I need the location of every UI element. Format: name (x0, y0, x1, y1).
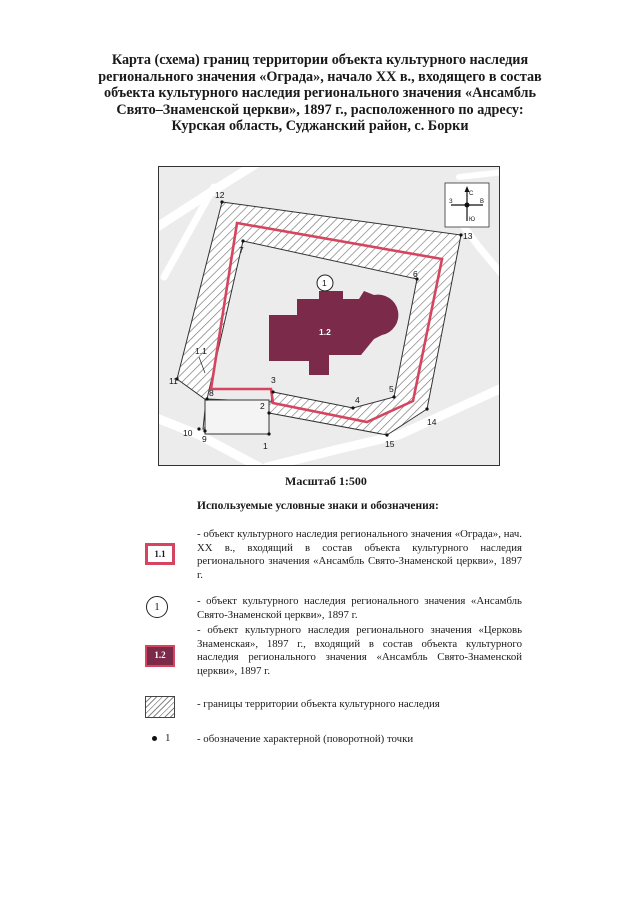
map-title (70, 52, 570, 135)
point-dot (241, 239, 244, 242)
point-label: 7 (239, 245, 244, 255)
map-scale: Масштаб 1:500 (285, 474, 367, 488)
compass-east: В (480, 199, 485, 205)
map-scheme (158, 166, 500, 466)
fence-label: 1.1 (195, 346, 207, 356)
legend-title: Используемые условные знаки и обозначения: (197, 500, 439, 512)
point-label: 4 (355, 395, 360, 405)
map-svg (159, 167, 500, 466)
point-dot (203, 429, 206, 432)
point-label: 10 (183, 428, 193, 438)
legend-symbol-boundary (145, 696, 175, 718)
point-dot (220, 200, 223, 203)
point-label: 6 (413, 269, 418, 279)
title-line: Карта (схема) границ территории объекта культурного наследия (111, 52, 529, 68)
legend-symbol-ensemble: 1 (146, 596, 168, 618)
point-label: 8 (209, 388, 214, 398)
compass-north: С (469, 191, 474, 197)
title-line: регионального значения «Ограда», начало XX в., входящего в состав (98, 68, 542, 85)
point-label: 11 (169, 376, 178, 386)
point-label: 2 (260, 401, 265, 411)
point-label: 1 (263, 441, 268, 451)
point-dot (267, 432, 270, 435)
point-dot (392, 395, 395, 398)
legend-text-fence: - объект культурного наследия регионального значения «Ограда», нач. XX в., входящий в состав объекта культурного наследия регионального значения «Ансамбль Свято-Знаменской церкви», 1897 г. (197, 528, 522, 581)
compass-west: З (449, 199, 453, 205)
title-line: Курская область, Суджанский район, с. Борки (171, 118, 469, 134)
compass-icon (445, 183, 489, 227)
legend-text-ensemble: - объект культурного наследия регионального значения «Ансамбль Свято-Знаменской церкви», 1897 г. (197, 595, 522, 621)
point-label: 3 (271, 375, 276, 385)
point-label: 5 (389, 384, 394, 394)
point-dot (425, 407, 428, 410)
title-line: объекта культурного наследия регионального значения «Ансамбль (104, 85, 536, 101)
legend-text-point: - обозначение характерной (поворотной) точки (197, 733, 414, 745)
point-dot (267, 411, 270, 414)
legend-symbol-point (152, 732, 171, 744)
title-line: Свято–Знаменской церкви», 1897 г., расположенного по адресу: (116, 101, 524, 118)
church-building (269, 291, 398, 375)
point-label: 12 (215, 190, 225, 200)
ensemble-label: 1 (322, 278, 327, 288)
legend-text-boundary: - границы территории объекта культурного наследия (197, 698, 440, 710)
point-label: 14 (427, 417, 437, 427)
legend-symbol-church: 1.2 (145, 645, 175, 667)
point-dot (197, 427, 200, 430)
legend-point-number: 1 (165, 732, 171, 744)
point-dot (385, 433, 388, 436)
point-dot-icon (152, 736, 157, 741)
legend-text-church: - объект культурного наследия регионального значения «Церковь Знаменская», 1897 г., входящий в состав объекта культурного наследия регионального значения «Ансамбль Свято-Знаменской церкви», 1897 г. (197, 624, 522, 677)
legend-symbol-fence: 1.1 (145, 543, 175, 565)
point-label: 9 (202, 434, 207, 444)
point-label: 13 (463, 231, 473, 241)
compass-south: Ю (469, 217, 476, 223)
point-dot (271, 390, 274, 393)
point-label: 15 (385, 439, 395, 449)
point-dot (351, 406, 354, 409)
church-label: 1.2 (319, 327, 331, 337)
